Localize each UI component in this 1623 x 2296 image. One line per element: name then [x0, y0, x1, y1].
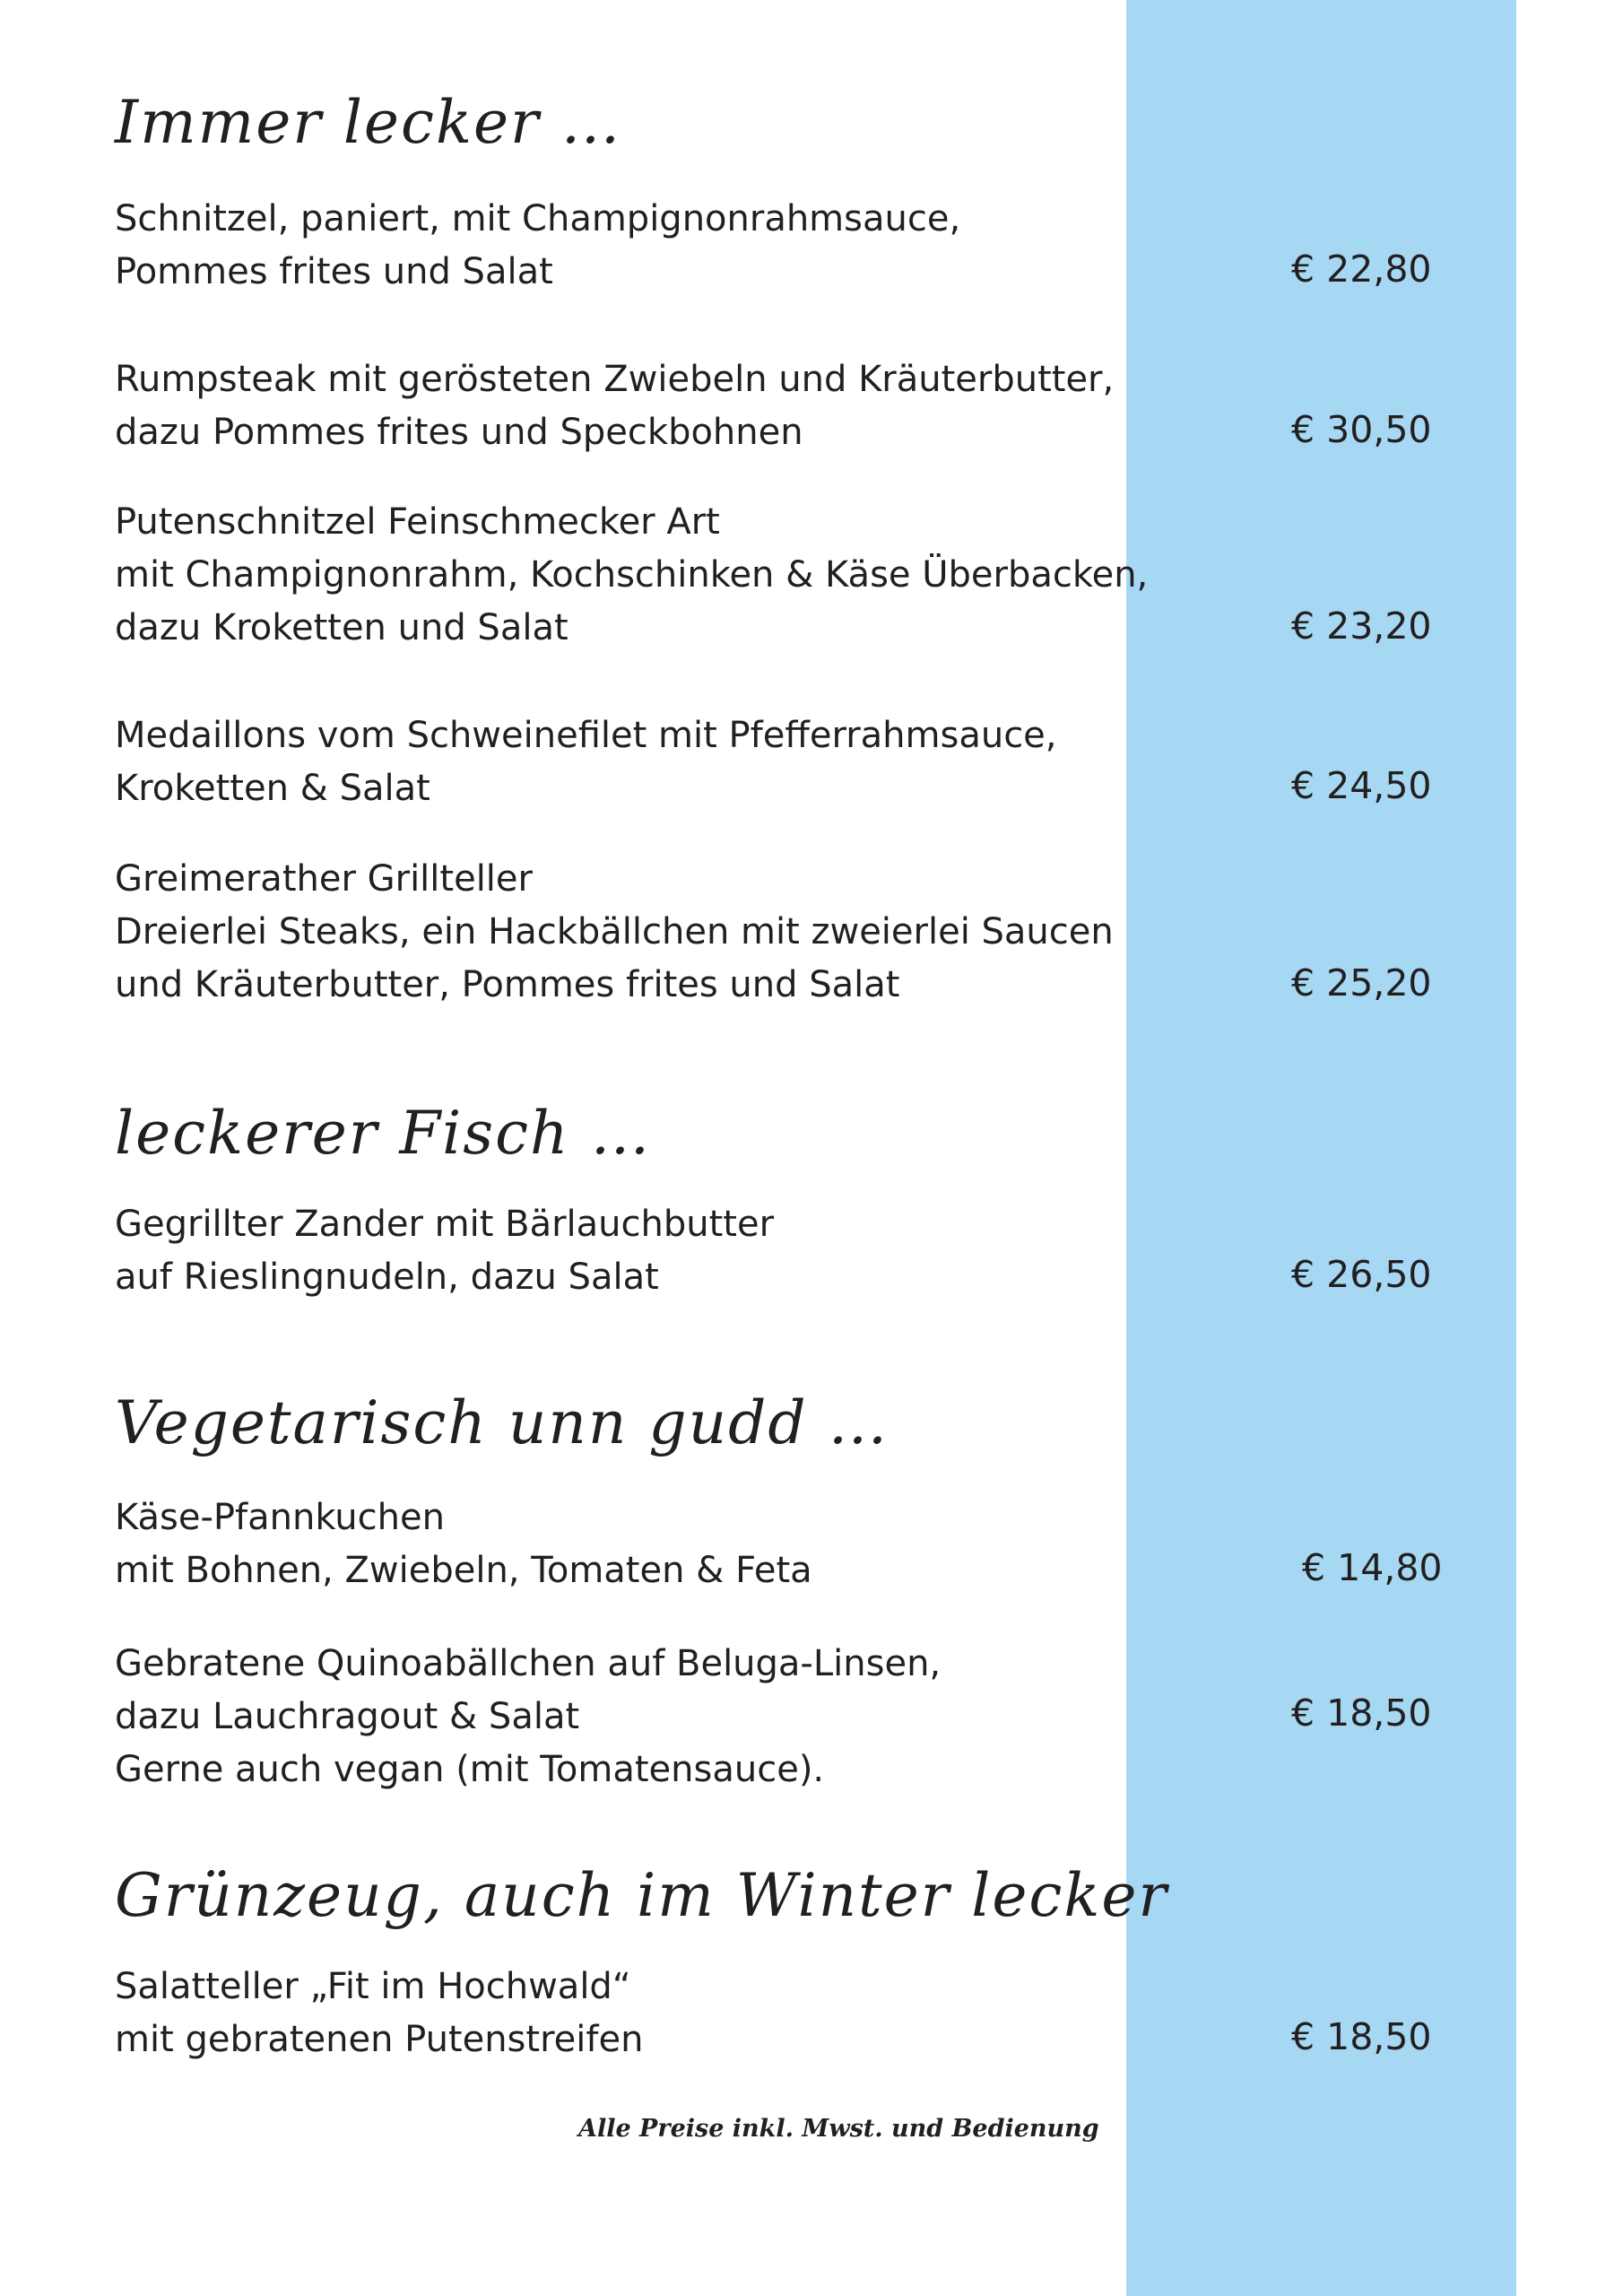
menu-item-line: Dreierlei Steaks, ein Hackbällchen mit zweierlei Saucen	[115, 911, 1114, 952]
menu-item-line: mit gebratenen Putenstreifen	[115, 2019, 644, 2060]
menu-item-kaese-pfannkuchen	[115, 1492, 1460, 1597]
menu-item-salatteller	[115, 1961, 1460, 2066]
menu-item-line: dazu Lauchragout & Salat	[115, 1696, 580, 1737]
menu-item-line: Gebratene Quinoabällchen auf Beluga-Linsen,	[115, 1643, 942, 1684]
menu-item-price: € 26,50	[1291, 1253, 1432, 1296]
menu-item-line: auf Rieslingnudeln, dazu Salat	[115, 1257, 659, 1298]
menu-item-line: Käse-Pfannkuchen	[115, 1497, 445, 1538]
menu-item-line: Rumpsteak mit gerösteten Zwiebeln und Kräuterbutter,	[115, 359, 1115, 400]
section-heading-fisch: leckerer Fisch …	[115, 1099, 652, 1168]
menu-item-putenschnitzel	[115, 496, 1460, 655]
menu-item-line: Greimerather Grillteller	[115, 858, 533, 900]
menu-item-quinoabaellchen	[115, 1638, 1460, 1796]
menu-item-line: und Kräuterbutter, Pommes frites und Salat	[115, 964, 900, 1005]
menu-item-zander	[115, 1198, 1460, 1304]
menu-item-line: Schnitzel, paniert, mit Champignonrahmsauce,	[115, 198, 961, 239]
menu-item-rumpsteak	[115, 353, 1460, 459]
menu-item-line: Pommes frites und Salat	[115, 251, 553, 292]
menu-item-line: Salatteller „Fit im Hochwald“	[115, 1966, 631, 2007]
menu-item-price: € 30,50	[1291, 408, 1432, 451]
menu-item-price: € 14,80	[1302, 1546, 1443, 1589]
menu-item-grillteller	[115, 853, 1460, 1012]
menu-item-line: Gerne auch vegan (mit Tomatensauce).	[115, 1749, 825, 1790]
section-heading-vegetarisch: Vegetarisch unn gudd …	[115, 1388, 890, 1457]
menu-item-line: Kroketten & Salat	[115, 768, 430, 809]
menu-item-price: € 22,80	[1291, 248, 1432, 291]
menu-item-line: Putenschnitzel Feinschmecker Art	[115, 501, 720, 543]
menu-item-line: Medaillons vom Schweinefilet mit Pfefferrahmsauce,	[115, 715, 1057, 756]
menu-item-schnitzel	[115, 193, 1460, 299]
menu-item-medaillons	[115, 709, 1460, 815]
menu-item-line: mit Bohnen, Zwiebeln, Tomaten & Feta	[115, 1550, 812, 1591]
menu-item-price: € 23,20	[1291, 604, 1432, 648]
menu-item-price: € 25,20	[1291, 961, 1432, 1004]
menu-item-price: € 24,50	[1291, 764, 1432, 807]
price-footnote: Alle Preise inkl. Mwst. und Bedienung	[578, 2115, 1099, 2143]
menu-item-price: € 18,50	[1291, 1692, 1432, 1735]
menu-item-line: dazu Kroketten und Salat	[115, 607, 568, 648]
menu-item-line: dazu Pommes frites und Speckbohnen	[115, 412, 803, 453]
section-heading-gruenzeug: Grünzeug, auch im Winter lecker	[115, 1861, 1168, 1930]
menu-item-price: € 18,50	[1291, 2015, 1432, 2058]
section-heading-immer-lecker: Immer lecker …	[115, 88, 622, 157]
menu-item-line: Gegrillter Zander mit Bärlauchbutter	[115, 1204, 775, 1245]
menu-item-line: mit Champignonrahm, Kochschinken & Käse Überbacken,	[115, 554, 1149, 596]
